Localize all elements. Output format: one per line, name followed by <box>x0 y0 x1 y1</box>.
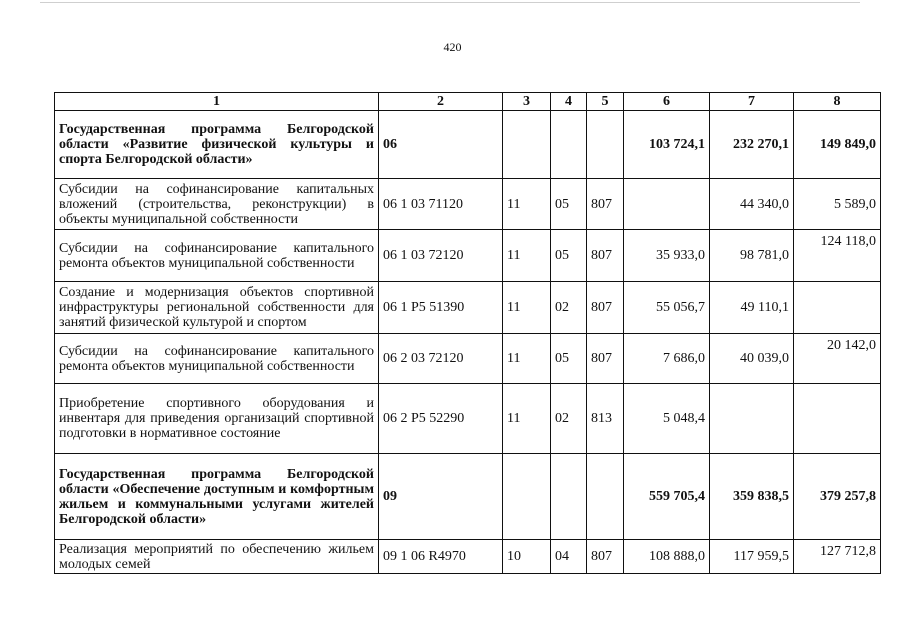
row-value-6 <box>624 179 710 230</box>
row-section <box>503 454 551 540</box>
row-value-8: 20 142,0 <box>794 334 881 384</box>
row-value-8: 124 118,0 <box>794 230 881 282</box>
row-name: Государственная программа Белгородской области «Обеспечение доступным и комфортным жильем и коммунальными услугами жителей Белгородской области» <box>55 454 379 540</box>
row-name: Субсидии на софинансирование капитального ремонта объектов муниципальной собственности <box>55 334 379 384</box>
row-name: Создание и модернизация объектов спортивной инфраструктуры региональной собственности для занятий физической культурой и спортом <box>55 282 379 334</box>
row-code: 06 <box>379 111 503 179</box>
row-name: Государственная программа Белгородской области «Развитие физической культуры и спорта Белгородской области» <box>55 111 379 179</box>
row-section: 11 <box>503 384 551 454</box>
row-expense-type: 807 <box>587 230 624 282</box>
row-code: 06 1 03 71120 <box>379 179 503 230</box>
row-section: 11 <box>503 334 551 384</box>
table-row-program <box>55 454 881 540</box>
row-value-8: 5 589,0 <box>794 179 881 230</box>
header-row <box>55 93 881 111</box>
top-rule <box>40 2 860 3</box>
row-code: 06 1 03 72120 <box>379 230 503 282</box>
row-name: Субсидии на софинансирование капитальных вложений (строительства, реконструкции) в объекты муниципальной собственности <box>55 179 379 230</box>
row-subsection <box>551 454 587 540</box>
row-subsection: 05 <box>551 179 587 230</box>
row-code: 09 1 06 R4970 <box>379 540 503 574</box>
row-name: Субсидии на софинансирование капитального ремонта объектов муниципальной собственности <box>55 230 379 282</box>
row-expense-type <box>587 454 624 540</box>
table-row <box>55 282 881 334</box>
row-value-8 <box>794 282 881 334</box>
row-value-7: 359 838,5 <box>710 454 794 540</box>
row-section: 11 <box>503 179 551 230</box>
budget-table <box>54 92 881 574</box>
col-header-7: 7 <box>710 93 794 111</box>
row-section: 11 <box>503 230 551 282</box>
col-header-3: 3 <box>503 93 551 111</box>
row-value-6: 559 705,4 <box>624 454 710 540</box>
row-value-7 <box>710 384 794 454</box>
table-row <box>55 540 881 574</box>
row-subsection: 02 <box>551 282 587 334</box>
row-expense-type: 807 <box>587 179 624 230</box>
row-value-7: 40 039,0 <box>710 334 794 384</box>
row-value-7: 232 270,1 <box>710 111 794 179</box>
col-header-5: 5 <box>587 93 624 111</box>
row-name: Реализация мероприятий по обеспечению жильем молодых семей <box>55 540 379 574</box>
row-code: 09 <box>379 454 503 540</box>
row-expense-type: 807 <box>587 282 624 334</box>
row-expense-type: 807 <box>587 334 624 384</box>
row-value-8: 379 257,8 <box>794 454 881 540</box>
row-section <box>503 111 551 179</box>
row-expense-type: 813 <box>587 384 624 454</box>
row-expense-type: 807 <box>587 540 624 574</box>
row-value-7: 117 959,5 <box>710 540 794 574</box>
row-expense-type <box>587 111 624 179</box>
row-value-6: 108 888,0 <box>624 540 710 574</box>
table-row <box>55 230 881 282</box>
row-code: 06 2 P5 52290 <box>379 384 503 454</box>
row-value-8: 127 712,8 <box>794 540 881 574</box>
col-header-4: 4 <box>551 93 587 111</box>
table-row <box>55 384 881 454</box>
row-code: 06 2 03 72120 <box>379 334 503 384</box>
row-value-6: 55 056,7 <box>624 282 710 334</box>
row-value-6: 5 048,4 <box>624 384 710 454</box>
row-subsection: 04 <box>551 540 587 574</box>
row-code: 06 1 P5 51390 <box>379 282 503 334</box>
row-value-8: 149 849,0 <box>794 111 881 179</box>
row-value-7: 44 340,0 <box>710 179 794 230</box>
row-value-6: 103 724,1 <box>624 111 710 179</box>
row-subsection: 05 <box>551 230 587 282</box>
row-section: 11 <box>503 282 551 334</box>
row-value-7: 49 110,1 <box>710 282 794 334</box>
row-value-6: 7 686,0 <box>624 334 710 384</box>
row-value-6: 35 933,0 <box>624 230 710 282</box>
table-row <box>55 179 881 230</box>
col-header-6: 6 <box>624 93 710 111</box>
table-row-program <box>55 111 881 179</box>
row-value-8 <box>794 384 881 454</box>
row-name: Приобретение спортивного оборудования и инвентаря для приведения организаций спортивной подготовки в нормативное состояние <box>55 384 379 454</box>
row-subsection: 05 <box>551 334 587 384</box>
row-subsection: 02 <box>551 384 587 454</box>
row-section: 10 <box>503 540 551 574</box>
col-header-2: 2 <box>379 93 503 111</box>
col-header-8: 8 <box>794 93 881 111</box>
col-header-1: 1 <box>55 93 379 111</box>
table-row <box>55 334 881 384</box>
row-subsection <box>551 111 587 179</box>
page-number: 420 <box>443 40 462 54</box>
row-value-7: 98 781,0 <box>710 230 794 282</box>
